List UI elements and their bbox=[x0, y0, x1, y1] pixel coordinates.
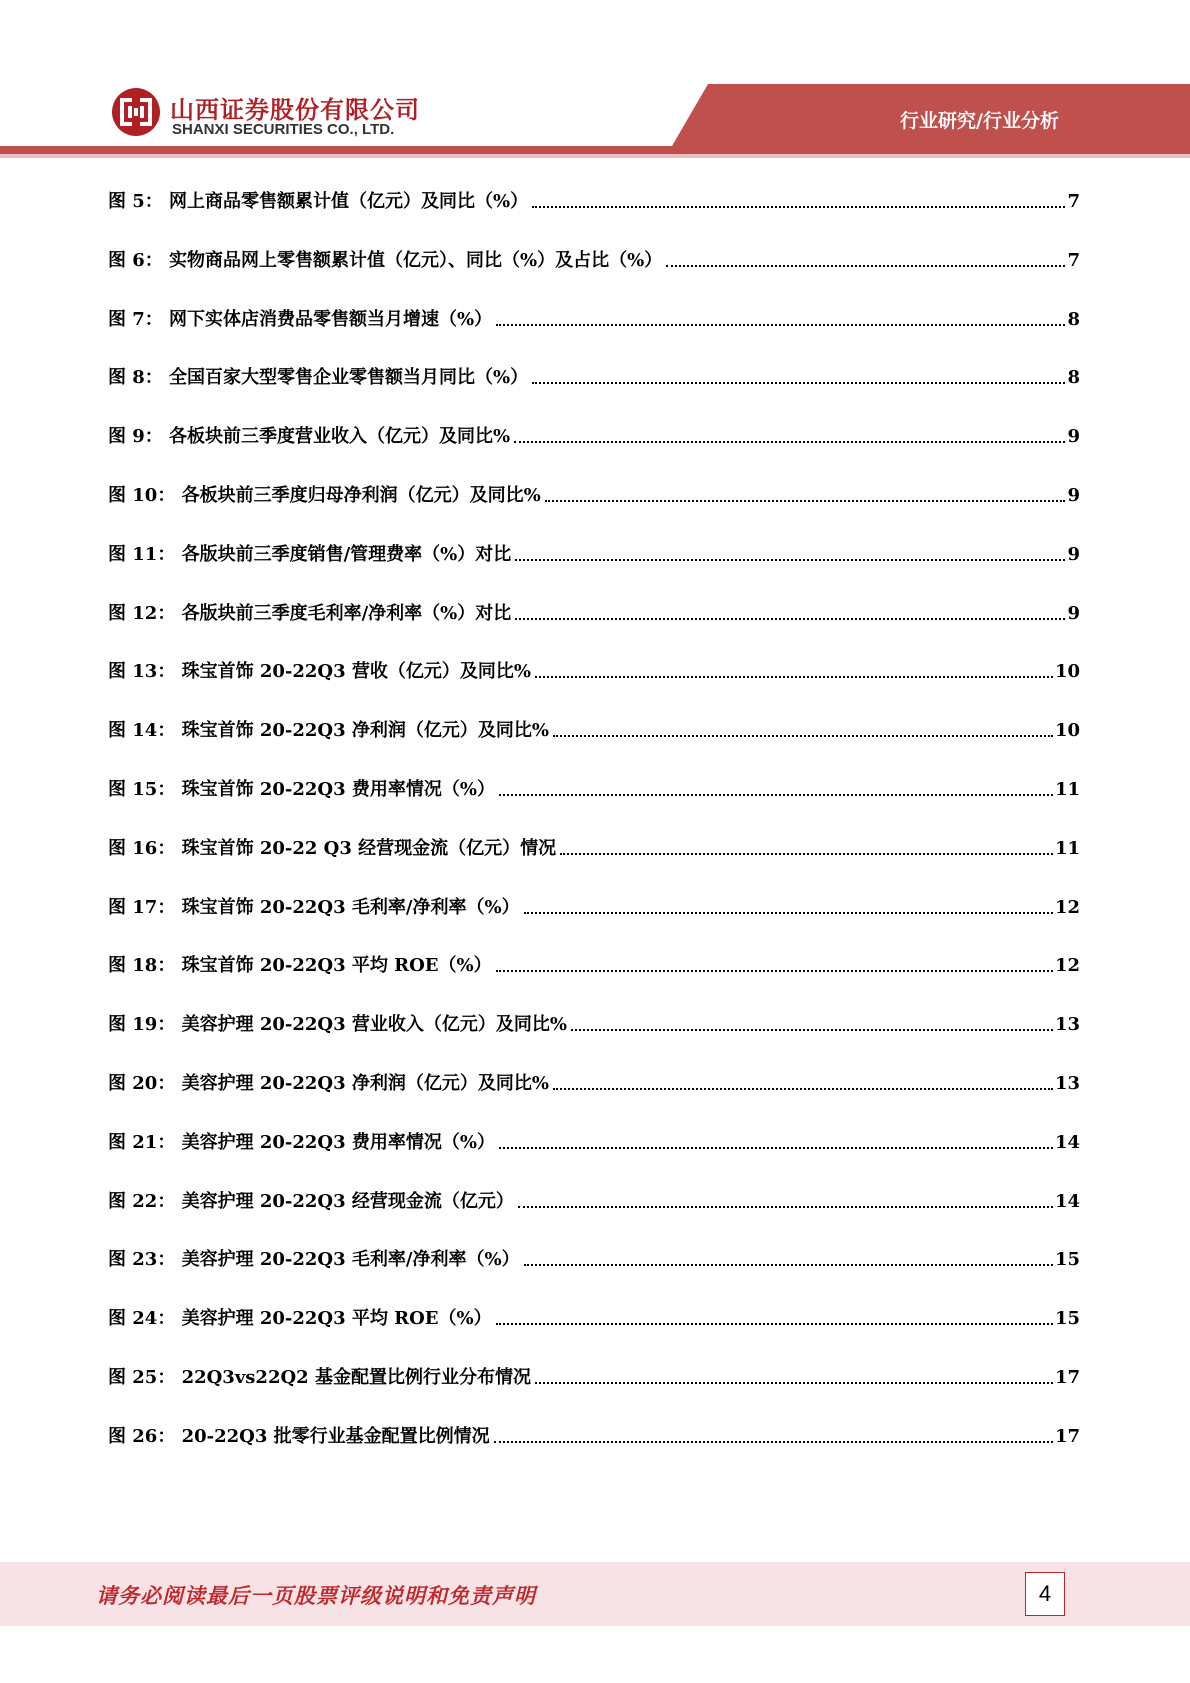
toc-entry-page: 11 bbox=[1054, 837, 1080, 859]
toc-entry-page: 9 bbox=[1067, 543, 1080, 565]
toc-entry-label: 图 12： 各版块前三季度毛利率/净利率（%）对比 bbox=[108, 602, 512, 624]
toc-entry[interactable] bbox=[108, 1131, 1080, 1190]
dot-leader bbox=[499, 1131, 1053, 1149]
toc-entry[interactable] bbox=[108, 778, 1080, 837]
toc-entry[interactable] bbox=[108, 602, 1080, 661]
dot-leader bbox=[545, 484, 1066, 502]
toc-entry-label: 图 20： 美容护理 20-22Q3 净利润（亿元）及同比% bbox=[108, 1072, 549, 1094]
dot-leader bbox=[535, 1366, 1053, 1384]
page-number: 4 bbox=[1025, 1572, 1065, 1616]
toc-entry-label: 图 7： 网下实体店消费品零售额当月增速（%） bbox=[108, 308, 493, 330]
dot-leader bbox=[524, 1248, 1053, 1266]
toc-entry-page: 10 bbox=[1054, 661, 1080, 683]
toc-entry-label: 图 21： 美容护理 20-22Q3 费用率情况（%） bbox=[108, 1131, 495, 1153]
toc-entry[interactable] bbox=[108, 719, 1080, 778]
toc-entry-label: 图 11： 各版块前三季度销售/管理费率（%）对比 bbox=[108, 543, 512, 565]
dot-leader bbox=[666, 249, 1065, 267]
toc-entry-label: 图 6： 实物商品网上零售额累计值（亿元）、同比（%）及占比（%） bbox=[108, 249, 663, 271]
toc-entry-page: 12 bbox=[1054, 896, 1080, 918]
dot-leader bbox=[515, 543, 1065, 561]
page-footer bbox=[0, 1562, 1190, 1626]
toc-entry-page: 14 bbox=[1054, 1190, 1080, 1212]
company-name-en: SHANXI SECURITIES CO., LTD. bbox=[172, 121, 395, 138]
toc-entry[interactable] bbox=[108, 837, 1080, 896]
dot-leader bbox=[515, 602, 1065, 620]
toc-entry-label: 图 15： 珠宝首饰 20-22Q3 费用率情况（%） bbox=[108, 778, 495, 800]
dot-leader bbox=[496, 954, 1053, 972]
toc-entry-label: 图 18： 珠宝首饰 20-22Q3 平均 ROE（%） bbox=[108, 955, 492, 977]
toc-entry-page: 7 bbox=[1067, 249, 1080, 271]
toc-entry-label: 图 24： 美容护理 20-22Q3 平均 ROE（%） bbox=[108, 1308, 492, 1330]
toc-entry-page: 13 bbox=[1054, 1072, 1080, 1094]
dot-leader bbox=[496, 1307, 1053, 1325]
toc-entry-label: 图 19： 美容护理 20-22Q3 营业收入（亿元）及同比% bbox=[108, 1014, 567, 1036]
toc-entry[interactable] bbox=[108, 190, 1080, 249]
toc-entry-label: 图 8： 全国百家大型零售企业零售额当月同比（%） bbox=[108, 367, 529, 389]
report-category: 行业研究/行业分析 bbox=[900, 110, 1059, 132]
toc-entry-page: 11 bbox=[1054, 778, 1080, 800]
dot-leader bbox=[571, 1013, 1053, 1031]
toc-entry[interactable] bbox=[108, 484, 1080, 543]
dot-leader bbox=[494, 1425, 1053, 1443]
toc-entry[interactable] bbox=[108, 1013, 1080, 1072]
toc-entry[interactable] bbox=[108, 1366, 1080, 1425]
toc-entry-label: 图 9： 各板块前三季度营业收入（亿元）及同比% bbox=[108, 426, 511, 448]
toc-entry[interactable] bbox=[108, 1425, 1080, 1484]
page-header bbox=[0, 0, 1190, 165]
toc-entry-page: 8 bbox=[1067, 367, 1080, 389]
toc-entry[interactable] bbox=[108, 1307, 1080, 1366]
toc-entry-page: 10 bbox=[1054, 720, 1080, 742]
toc-entry[interactable] bbox=[108, 543, 1080, 602]
toc-entry[interactable] bbox=[108, 1248, 1080, 1307]
toc-entry[interactable] bbox=[108, 366, 1080, 425]
toc-entry-label: 图 26： 20-22Q3 批零行业基金配置比例情况 bbox=[108, 1425, 490, 1447]
dot-leader bbox=[496, 308, 1065, 326]
toc-entry-page: 7 bbox=[1067, 191, 1080, 212]
dot-leader bbox=[518, 1190, 1053, 1208]
dot-leader bbox=[499, 778, 1053, 796]
header-band bbox=[0, 0, 1190, 165]
disclaimer-note: 请务必阅读最后一页股票评级说明和免责声明 bbox=[96, 1584, 536, 1608]
toc-entry[interactable] bbox=[108, 1072, 1080, 1131]
toc-entry-label: 图 14： 珠宝首饰 20-22Q3 净利润（亿元）及同比% bbox=[108, 720, 549, 742]
toc-entry-page: 9 bbox=[1067, 484, 1080, 506]
toc-entry-label: 图 22： 美容护理 20-22Q3 经营现金流（亿元） bbox=[108, 1190, 514, 1212]
dot-leader bbox=[524, 896, 1053, 914]
toc-entry-page: 15 bbox=[1054, 1308, 1080, 1330]
toc-entry-page: 13 bbox=[1054, 1014, 1080, 1036]
dot-leader bbox=[553, 719, 1053, 737]
toc-entry-label: 图 5： 网上商品零售额累计值（亿元）及同比（%） bbox=[108, 191, 529, 212]
figure-list bbox=[108, 190, 1080, 1484]
toc-entry-page: 14 bbox=[1054, 1131, 1080, 1153]
toc-entry-label: 图 10： 各板块前三季度归母净利润（亿元）及同比% bbox=[108, 484, 541, 506]
dot-leader bbox=[514, 425, 1065, 443]
toc-entry-page: 12 bbox=[1054, 955, 1080, 977]
toc-entry-page: 9 bbox=[1067, 426, 1080, 448]
toc-entry-label: 图 23： 美容护理 20-22Q3 毛利率/净利率（%） bbox=[108, 1249, 520, 1271]
toc-entry[interactable] bbox=[108, 1190, 1080, 1249]
toc-entry[interactable] bbox=[108, 308, 1080, 367]
toc-entry-label: 图 17： 珠宝首饰 20-22Q3 毛利率/净利率（%） bbox=[108, 896, 520, 918]
company-name-cn: 山西证券股份有限公司 bbox=[170, 96, 420, 124]
toc-entry-page: 17 bbox=[1054, 1366, 1080, 1388]
toc-entry[interactable] bbox=[108, 249, 1080, 308]
dot-leader bbox=[535, 660, 1053, 678]
dot-leader bbox=[553, 1072, 1053, 1090]
toc-entry-page: 8 bbox=[1067, 308, 1080, 330]
toc-entry-label: 图 13： 珠宝首饰 20-22Q3 营收（亿元）及同比% bbox=[108, 661, 531, 683]
toc-entry-page: 17 bbox=[1054, 1425, 1080, 1447]
toc-entry-page: 15 bbox=[1054, 1249, 1080, 1271]
toc-entry-label: 图 16： 珠宝首饰 20-22 Q3 经营现金流（亿元）情况 bbox=[108, 837, 557, 859]
toc-entry[interactable] bbox=[108, 954, 1080, 1013]
toc-entry[interactable] bbox=[108, 896, 1080, 955]
dot-leader bbox=[532, 190, 1065, 208]
toc-entry-page: 9 bbox=[1067, 602, 1080, 624]
dot-leader bbox=[560, 837, 1053, 855]
dot-leader bbox=[532, 366, 1065, 384]
shanxi-securities-logo-icon bbox=[110, 86, 162, 138]
toc-entry-label: 图 25： 22Q3vs22Q2 基金配置比例行业分布情况 bbox=[108, 1366, 531, 1388]
toc-entry[interactable] bbox=[108, 425, 1080, 484]
toc-entry[interactable] bbox=[108, 660, 1080, 719]
